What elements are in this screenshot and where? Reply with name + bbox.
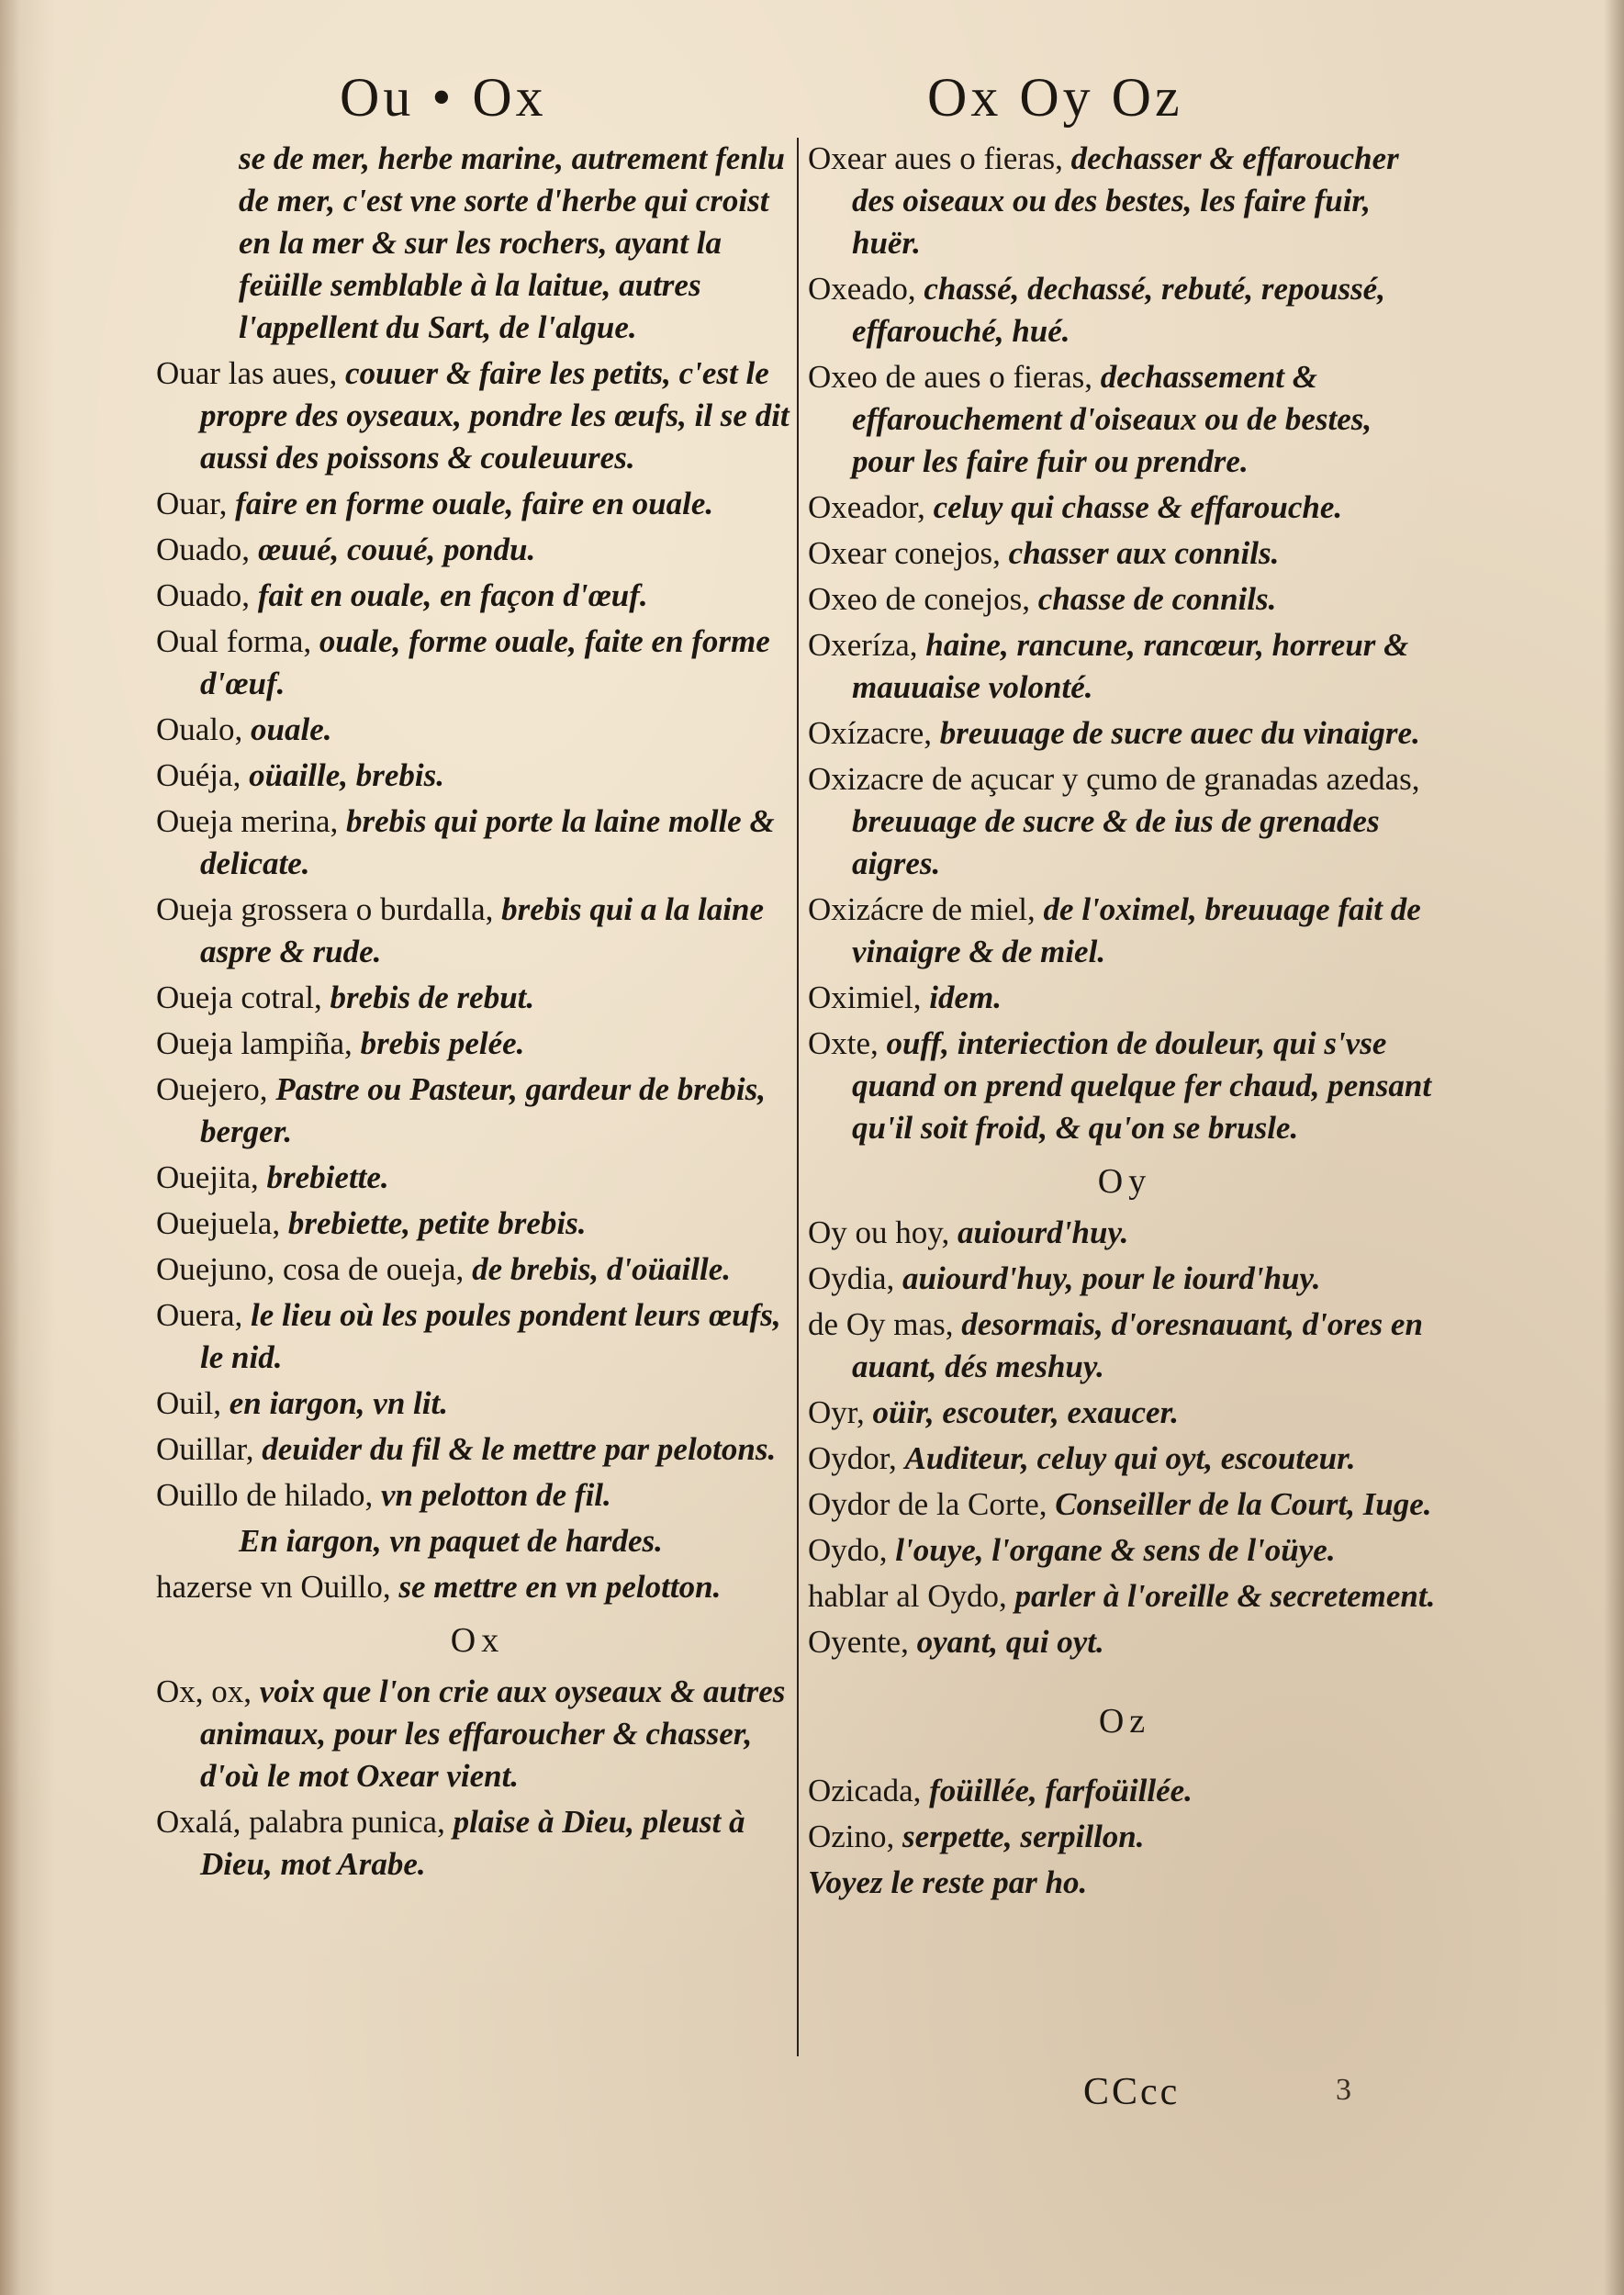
dictionary-entry: Ouar las aues, couuer & faire les petits, c'est le propre des oyseaux, pondre les œufs, il se dit aussi des poissons & couleuures.: [156, 355, 790, 476]
dictionary-entry: Oydia, auiourd'huy, pour le iourd'huy.: [808, 1260, 1321, 1296]
left-column: [156, 138, 799, 1889]
dictionary-entry: Oxeador, celuy qui chasse & effarouche.: [808, 489, 1343, 525]
dictionary-entry: Oyente, oyant, qui oyt.: [808, 1624, 1104, 1660]
dictionary-entry: Oyr, oüir, escouter, exaucer.: [808, 1394, 1180, 1430]
dictionary-entry: Voyez le reste par ho.: [808, 1864, 1088, 1900]
dictionary-entry: Oueja cotral, brebis de rebut.: [156, 980, 535, 1015]
section-heading-ox: Ox: [450, 1621, 505, 1660]
dictionary-entry: Ouejuela, brebiette, petite brebis.: [156, 1205, 587, 1241]
dictionary-entry: Ouera, le lieu où les poules pondent leurs œufs, le nid.: [156, 1297, 781, 1375]
dictionary-entry: Oxizácre de miel, de l'oximel, breuuage fait de vinaigre & de miel.: [808, 891, 1421, 969]
section-heading-oy: Oy: [1097, 1162, 1152, 1201]
dictionary-entry: Oximiel, idem.: [808, 980, 1002, 1015]
dictionary-entry: Ouejuno, cosa de oueja, de brebis, d'oüaille.: [156, 1251, 731, 1287]
dictionary-entry: Ouil, en iargon, vn lit.: [156, 1385, 448, 1421]
header-left: Ou • Ox: [340, 67, 547, 128]
dictionary-entry: Oueja merina, brebis qui porte la laine molle & delicate.: [156, 803, 775, 881]
dictionary-entry: Ouado, fait en ouale, en façon d'œuf.: [156, 577, 648, 613]
dictionary-entry: Oy ou hoy, auiourd'huy.: [808, 1215, 1129, 1250]
dictionary-entry: Oxte, ouff, interiection de douleur, qui s'vse quand on prend quelque fer chaud, pensant qu'il soit froid, & qu'on se brusle.: [808, 1025, 1432, 1146]
dictionary-entry: Ouillar, deuider du fil & le mettre par pelotons.: [156, 1431, 777, 1467]
dictionary-entry: Ouillo de hilado, vn pelotton de fil.: [156, 1477, 611, 1513]
dictionary-entry: Oueja lampiña, brebis pelée.: [156, 1025, 525, 1061]
dictionary-entry: hazerse vn Ouillo, se mettre en vn pelotton.: [156, 1569, 722, 1605]
dictionary-entry: Ouejita, brebiette.: [156, 1159, 389, 1195]
dictionary-entry: Oydor de la Corte, Conseiller de la Court, Iuge.: [808, 1486, 1432, 1522]
dictionary-entry: Oydor, Auditeur, celuy qui oyt, escouteur.: [808, 1440, 1356, 1476]
dictionary-entry: Oxear aues o fieras, dechasser & effaroucher des oiseaux ou des bestes, les faire fuir, huër.: [808, 140, 1399, 261]
dictionary-entry: Oxalá, palabra punica, plaise à Dieu, pleust à Dieu, mot Arabe.: [156, 1804, 745, 1882]
page-edge-shadow: [1604, 0, 1624, 2295]
dictionary-entry: Ozicada, foüillée, farfoüillée.: [808, 1773, 1193, 1808]
dictionary-entry: Ouejero, Pastre ou Pasteur, gardeur de brebis, berger.: [156, 1071, 767, 1149]
dictionary-entry: Ozino, serpette, serpillon.: [808, 1819, 1145, 1854]
dictionary-entry: se de mer, herbe marine, autrement fenlu de mer, c'est vne sorte d'herbe qui croist en la mer & sur les rochers, ayant la feüille semblable à la laitue, autres l'appellent du Sart, de l'algue.: [239, 140, 785, 345]
page-mark: 3: [1336, 2073, 1351, 2107]
dictionary-entry: Oueja grossera o burdalla, brebis qui a la laine aspre & rude.: [156, 891, 764, 969]
dictionary-entry: Oxeríza, haine, rancune, rancœur, horreur & mauuaise volonté.: [808, 627, 1409, 705]
section-heading-oz: Oz: [1098, 1702, 1151, 1741]
dictionary-entry: Ox, ox, voix que l'on crie aux oyseaux & autres animaux, pour les effaroucher & chasser, d'où le mot Oxear vient.: [156, 1674, 786, 1794]
dictionary-entry: Ouado, œuué, couué, pondu.: [156, 532, 536, 567]
dictionary-entry: Ouéja, oüaille, brebis.: [156, 757, 445, 793]
dictionary-entry: Oxeado, chassé, dechassé, rebuté, repoussé, effarouché, hué.: [808, 271, 1385, 349]
dictionary-entry: Oydo, l'ouye, l'organe & sens de l'oüye.: [808, 1532, 1336, 1568]
dictionary-entry: Oxeo de conejos, chasse de connils.: [808, 581, 1277, 617]
dictionary-entry: Oualo, ouale.: [156, 711, 332, 747]
header-right: Ox Oy Oz: [927, 67, 1183, 128]
dictionary-entry: En iargon, vn paquet de hardes.: [239, 1523, 663, 1559]
dictionary-entry: Oxeo de aues o fieras, dechassement & effarouchement d'oiseaux ou de bestes, pour les faire fuir ou prendre.: [808, 359, 1372, 479]
dictionary-entry: hablar al Oydo, parler à l'oreille & secretement.: [808, 1578, 1436, 1614]
dictionary-entry: Oxizacre de açucar y çumo de granadas azedas, breuuage de sucre & de ius de grenades aigres.: [808, 761, 1420, 881]
dictionary-entry: Oxear conejos, chasser aux connils.: [808, 535, 1280, 571]
dictionary-entry: Oxízacre, breuuage de sucre auec du vinaigre.: [808, 715, 1420, 751]
dictionary-entry: Oual forma, ouale, forme ouale, faite en forme d'œuf.: [156, 623, 770, 701]
dictionary-entry: de Oy mas, desormais, d'oresnauant, d'ores en auant, dés meshuy.: [808, 1306, 1423, 1384]
dictionary-entry: Ouar, faire en forme ouale, faire en ouale.: [156, 486, 714, 521]
right-column: [808, 138, 1441, 1908]
printer-signature-mark: CCcc: [1083, 2071, 1181, 2113]
